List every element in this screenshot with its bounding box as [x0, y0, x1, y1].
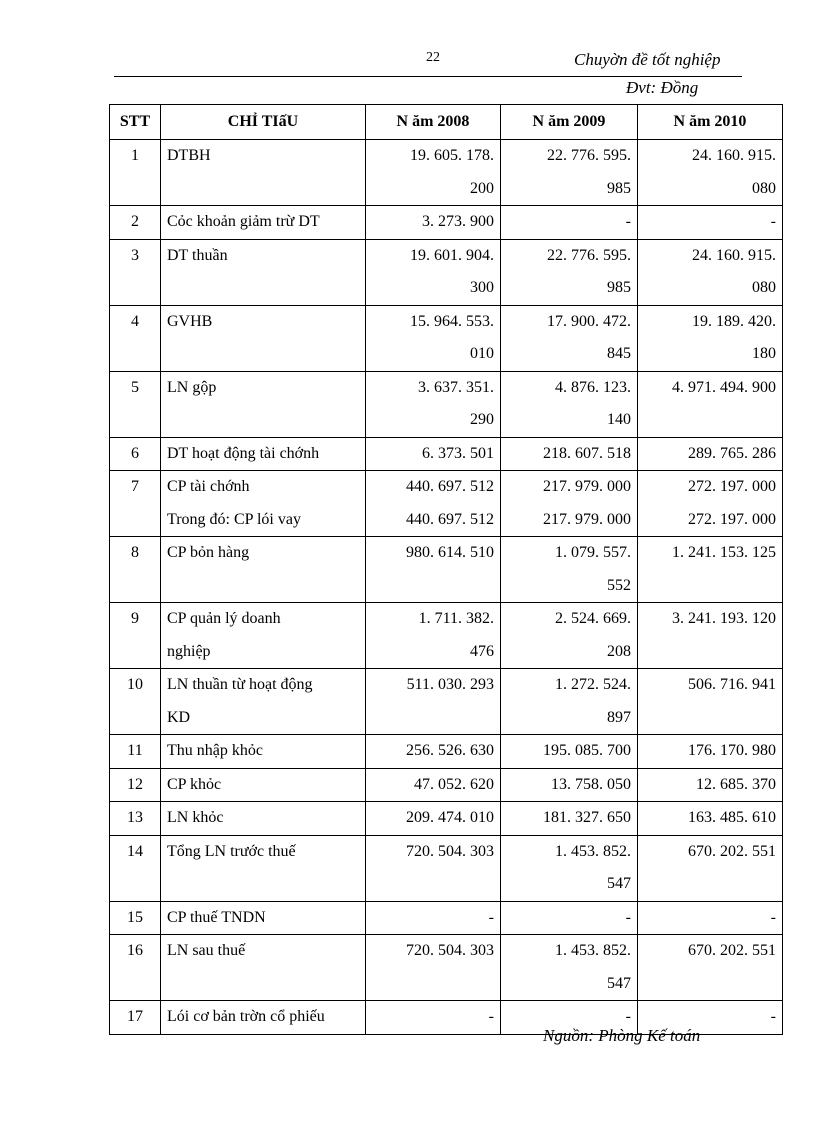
- row-value-2008: [366, 371, 501, 437]
- cell-line: 290: [470, 411, 494, 428]
- row-value-2008: [366, 471, 501, 537]
- cell-line: 208: [607, 642, 631, 660]
- cell-line: 13. 758. 050: [551, 775, 631, 793]
- row-value-2008: [366, 835, 501, 901]
- row-stt: 6: [110, 437, 161, 471]
- cell-line: -: [488, 1008, 494, 1025]
- table-row: [110, 835, 783, 901]
- cell-line: 47. 052. 620: [414, 775, 494, 793]
- row-indicator-name: [161, 437, 366, 471]
- table-row: [110, 140, 783, 206]
- cell-line: 1. 241. 153. 125: [672, 544, 776, 561]
- row-value-2010: [638, 305, 783, 371]
- row-stt: 15: [110, 901, 161, 935]
- row-value-2009: [501, 239, 638, 305]
- cell-line: 1. 079. 557.: [555, 544, 631, 561]
- cell-line: 217. 979. 000: [543, 510, 631, 528]
- cell-line: 200: [470, 179, 494, 197]
- row-stt: 4: [110, 305, 161, 371]
- row-value-2008: [366, 437, 501, 471]
- cell-line: 440. 697. 512: [406, 478, 494, 495]
- row-value-2010: [638, 669, 783, 735]
- table-row: [110, 603, 783, 669]
- table-row: [110, 735, 783, 769]
- row-stt: 9: [110, 603, 161, 669]
- row-indicator-name: [161, 140, 366, 206]
- table-row: [110, 371, 783, 437]
- cell-line: 985: [607, 279, 631, 296]
- cell-line: 163. 485. 610: [688, 809, 776, 826]
- row-indicator-name: [161, 206, 366, 240]
- row-value-2010: [638, 239, 783, 305]
- row-value-2010: [638, 768, 783, 802]
- cell-line: 720. 504. 303: [406, 942, 494, 959]
- row-stt: 3: [110, 239, 161, 305]
- cell-line: 180: [752, 345, 776, 362]
- cell-line: 12. 685. 370: [696, 775, 776, 793]
- cell-line: 897: [607, 708, 631, 726]
- row-stt: 10: [110, 669, 161, 735]
- row-value-2008: [366, 901, 501, 935]
- cell-line: 476: [470, 642, 494, 660]
- cell-line: -: [770, 1008, 776, 1025]
- row-stt: 8: [110, 537, 161, 603]
- table-row: [110, 768, 783, 802]
- cell-line: LN thuần từ hoạt động: [167, 676, 313, 693]
- cell-line: 24. 160. 915.: [692, 246, 776, 264]
- row-indicator-name: [161, 1001, 366, 1035]
- cell-line: 272. 197. 000: [688, 478, 776, 495]
- cell-line: DTBH: [167, 147, 211, 164]
- row-stt: 13: [110, 802, 161, 836]
- cell-line: 670. 202. 551: [688, 842, 776, 860]
- cell-line: 6. 373. 501: [422, 444, 494, 462]
- row-value-2009: [501, 537, 638, 603]
- unit-label: Đvt: Đồng: [626, 78, 699, 97]
- cell-line: 272. 197. 000: [688, 510, 776, 528]
- row-stt: 12: [110, 768, 161, 802]
- cell-line: 15. 964. 553.: [410, 312, 494, 330]
- cell-line: 19. 605. 178.: [410, 147, 494, 164]
- table-row: [110, 669, 783, 735]
- row-indicator-name: [161, 835, 366, 901]
- row-stt: 14: [110, 835, 161, 901]
- cell-line: 080: [752, 179, 776, 197]
- cell-line: 17. 900. 472.: [547, 312, 631, 330]
- row-stt: 7: [110, 471, 161, 537]
- cell-line: Lói cơ bản trờn cổ phiếu: [167, 1008, 325, 1025]
- row-value-2009: [501, 206, 638, 240]
- row-value-2008: [366, 1001, 501, 1035]
- row-indicator-name: [161, 239, 366, 305]
- row-value-2009: [501, 901, 638, 935]
- row-value-2010: [638, 935, 783, 1001]
- cell-line: 1. 711. 382.: [418, 610, 494, 627]
- row-value-2009: [501, 437, 638, 471]
- column-header-stt: STT: [110, 105, 161, 140]
- cell-line: LN gộp: [167, 378, 217, 396]
- cell-line: 845: [607, 345, 631, 362]
- cell-line: 209. 474. 010: [406, 809, 494, 826]
- row-value-2009: [501, 371, 638, 437]
- table-row: [110, 802, 783, 836]
- cell-line: 980. 614. 510: [406, 544, 494, 561]
- cell-line: 300: [470, 279, 494, 296]
- cell-line: 511. 030. 293: [406, 676, 494, 693]
- row-indicator-name: [161, 768, 366, 802]
- cell-line: 4. 876. 123.: [555, 378, 631, 396]
- row-value-2009: [501, 735, 638, 769]
- cell-line: CP thuế TNDN: [167, 908, 266, 926]
- cell-line: 985: [607, 179, 631, 197]
- row-value-2010: [638, 735, 783, 769]
- cell-line: 547: [607, 974, 631, 992]
- row-indicator-name: [161, 305, 366, 371]
- cell-line: Cỏc khoản giảm trừ DT: [167, 213, 320, 230]
- cell-line: 547: [607, 875, 631, 892]
- cell-line: 1. 453. 852.: [555, 842, 631, 860]
- row-value-2010: [638, 901, 783, 935]
- row-indicator-name: [161, 901, 366, 935]
- row-value-2009: [501, 669, 638, 735]
- cell-line: 19. 189. 420.: [692, 312, 776, 330]
- cell-line: CP quản lý doanh: [167, 610, 281, 627]
- cell-line: 22. 776. 595.: [547, 147, 631, 164]
- header-rule: [114, 76, 742, 77]
- cell-line: -: [770, 908, 776, 926]
- cell-line: 22. 776. 595.: [547, 246, 631, 264]
- cell-line: 176. 170. 980: [688, 742, 776, 759]
- row-indicator-name: [161, 802, 366, 836]
- table-row: [110, 437, 783, 471]
- cell-line: 3. 637. 351.: [418, 378, 494, 396]
- cell-line: nghiệp: [167, 642, 211, 660]
- row-value-2009: [501, 768, 638, 802]
- row-value-2010: [638, 471, 783, 537]
- cell-line: DT thuần: [167, 246, 228, 264]
- cell-line: Thu nhập khỏc: [167, 742, 263, 759]
- row-indicator-name: [161, 371, 366, 437]
- cell-line: 1. 272. 524.: [555, 676, 631, 693]
- cell-line: Trong đó: CP lói vay: [167, 510, 301, 528]
- cell-line: 1. 453. 852.: [555, 942, 631, 959]
- row-stt: 17: [110, 1001, 161, 1035]
- row-value-2009: [501, 802, 638, 836]
- page-number: 22: [426, 50, 440, 65]
- row-value-2010: [638, 371, 783, 437]
- cell-line: 19. 601. 904.: [410, 246, 494, 264]
- cell-line: -: [625, 213, 631, 230]
- row-indicator-name: [161, 603, 366, 669]
- cell-line: 24. 160. 915.: [692, 147, 776, 164]
- cell-line: CP bỏn hàng: [167, 544, 250, 561]
- cell-line: DT hoạt động tài chớnh: [167, 444, 320, 462]
- cell-line: -: [488, 908, 494, 926]
- cell-line: Tổng LN trước thuế: [167, 842, 296, 860]
- cell-line: 670. 202. 551: [688, 942, 776, 959]
- cell-line: -: [770, 213, 776, 230]
- cell-line: 3. 273. 900: [422, 213, 494, 230]
- row-indicator-name: [161, 537, 366, 603]
- row-value-2009: [501, 305, 638, 371]
- row-value-2009: [501, 603, 638, 669]
- row-value-2010: [638, 835, 783, 901]
- cell-line: -: [625, 908, 631, 926]
- cell-line: KD: [167, 708, 191, 726]
- source-note: Nguồn: Phòng Kế toán: [543, 1026, 701, 1045]
- cell-line: CP tài chớnh: [167, 478, 250, 495]
- cell-line: GVHB: [167, 312, 213, 330]
- row-stt: 11: [110, 735, 161, 769]
- column-header-2008: N ăm 2008: [366, 105, 501, 140]
- row-indicator-name: [161, 735, 366, 769]
- row-value-2008: [366, 669, 501, 735]
- cell-line: LN khỏc: [167, 809, 224, 826]
- table-row: [110, 901, 783, 935]
- row-value-2009: [501, 935, 638, 1001]
- row-value-2009: [501, 471, 638, 537]
- row-stt: 1: [110, 140, 161, 206]
- cell-line: 440. 697. 512: [406, 510, 494, 528]
- table-row: [110, 537, 783, 603]
- row-value-2009: [501, 140, 638, 206]
- table-body: [110, 140, 783, 1035]
- row-value-2010: [638, 437, 783, 471]
- table-row: [110, 206, 783, 240]
- table-row: [110, 239, 783, 305]
- cell-line: 289. 765. 286: [688, 444, 776, 462]
- cell-line: CP khỏc: [167, 775, 222, 793]
- table-row: [110, 471, 783, 537]
- row-value-2008: [366, 735, 501, 769]
- column-header-2010: N ăm 2010: [638, 105, 783, 140]
- cell-line: LN sau thuế: [167, 942, 246, 959]
- row-value-2009: [501, 835, 638, 901]
- cell-line: 217. 979. 000: [543, 478, 631, 495]
- row-value-2008: [366, 537, 501, 603]
- document-title: Chuyờn đề tốt nghiệp: [574, 50, 721, 69]
- row-indicator-name: [161, 471, 366, 537]
- row-value-2008: [366, 206, 501, 240]
- row-value-2010: [638, 802, 783, 836]
- cell-line: 506. 716. 941: [688, 676, 776, 693]
- row-value-2008: [366, 768, 501, 802]
- cell-line: 256. 526. 630: [406, 742, 494, 759]
- row-stt: 16: [110, 935, 161, 1001]
- row-value-2008: [366, 140, 501, 206]
- row-stt: 5: [110, 371, 161, 437]
- row-value-2010: [638, 206, 783, 240]
- row-value-2008: [366, 935, 501, 1001]
- row-value-2010: [638, 537, 783, 603]
- cell-line: 720. 504. 303: [406, 842, 494, 860]
- column-header-indicator: CHỈ TIấU: [161, 105, 366, 140]
- cell-line: 552: [607, 576, 631, 594]
- cell-line: 181. 327. 650: [543, 809, 631, 826]
- table-row: [110, 305, 783, 371]
- row-stt: 2: [110, 206, 161, 240]
- cell-line: 010: [470, 345, 494, 362]
- cell-line: 080: [752, 279, 776, 296]
- row-value-2008: [366, 239, 501, 305]
- column-header-2009: N ăm 2009: [501, 105, 638, 140]
- cell-line: 3. 241. 193. 120: [672, 610, 776, 627]
- cell-line: 140: [607, 411, 631, 428]
- cell-line: 195. 085. 700: [543, 742, 631, 759]
- cell-line: 4. 971. 494. 900: [672, 378, 776, 396]
- cell-line: -: [625, 1008, 631, 1025]
- financial-table: [109, 104, 783, 1035]
- table-header-row: [110, 105, 783, 140]
- cell-line: 2. 524. 669.: [555, 610, 631, 627]
- row-value-2008: [366, 603, 501, 669]
- row-value-2008: [366, 802, 501, 836]
- table-row: [110, 935, 783, 1001]
- cell-line: 218. 607. 518: [543, 444, 631, 462]
- row-value-2008: [366, 305, 501, 371]
- row-indicator-name: [161, 935, 366, 1001]
- row-indicator-name: [161, 669, 366, 735]
- row-value-2010: [638, 140, 783, 206]
- row-value-2010: [638, 603, 783, 669]
